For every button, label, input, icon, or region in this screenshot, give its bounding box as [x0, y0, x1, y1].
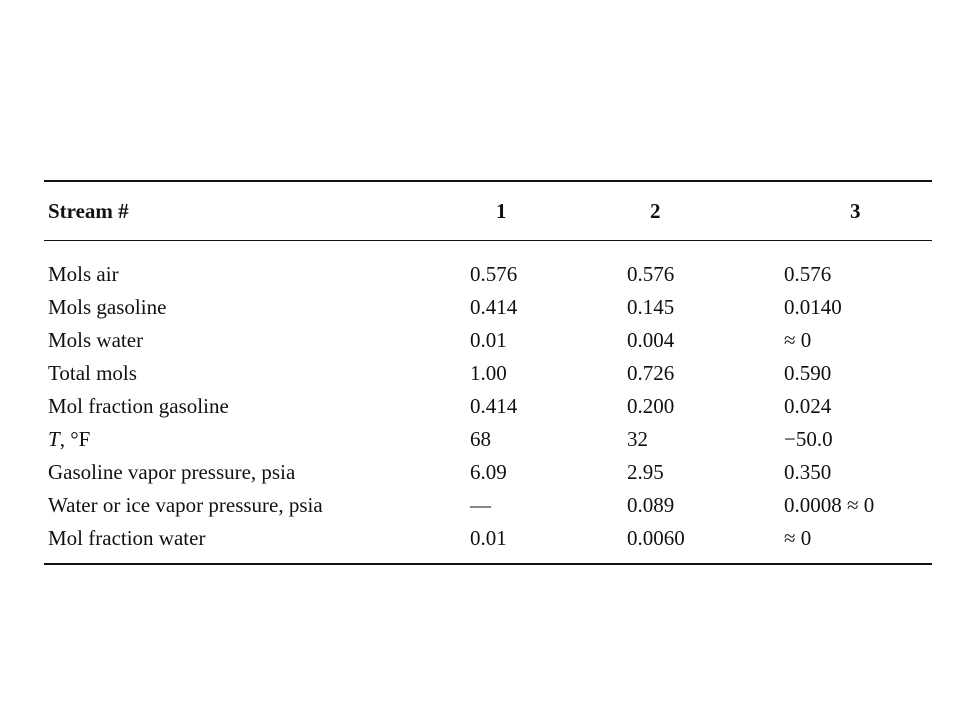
table-row	[44, 456, 932, 489]
table-row	[44, 423, 932, 456]
stream-1-value: 0.01	[470, 328, 507, 352]
table-bottom-rule	[44, 563, 932, 565]
stream-1-value: 1.00	[470, 361, 507, 385]
stream-3-value: 0.024	[784, 394, 832, 418]
header-stream-1: 1	[496, 199, 507, 223]
stream-3-value: 0.350	[784, 460, 832, 484]
stream-3-value: 0.0008 ≈ 0	[784, 493, 875, 517]
stream-2-value: 32	[627, 427, 648, 451]
stream-2-value: 0.726	[627, 361, 675, 385]
header-stream-label: Stream #	[48, 199, 129, 223]
stream-3-value: ≈ 0	[784, 526, 812, 550]
stream-2-value: 0.200	[627, 394, 675, 418]
stream-1-value: —	[470, 493, 491, 517]
row-label: Mols water	[48, 328, 144, 352]
table-row	[44, 390, 932, 423]
stream-2-value: 0.576	[627, 262, 675, 286]
header-stream-3: 3	[850, 199, 861, 223]
row-label: Mol fraction gasoline	[48, 394, 229, 418]
stream-1-value: 0.01	[470, 526, 507, 550]
table-row	[44, 489, 932, 522]
stream-1-value: 0.414	[470, 394, 518, 418]
table-row	[44, 258, 932, 291]
row-label: Water or ice vapor pressure, psia	[48, 493, 323, 517]
stream-2-value: 0.089	[627, 493, 675, 517]
temperature-symbol: T	[48, 427, 60, 451]
stream-3-value: −50.0	[784, 427, 833, 451]
stream-3-value: 0.0140	[784, 295, 842, 319]
stream-3-value: ≈ 0	[784, 328, 812, 352]
row-label: T, °F	[48, 427, 91, 451]
stream-1-value: 0.576	[470, 262, 518, 286]
stream-1-value: 6.09	[470, 460, 507, 484]
stream-2-value: 0.0060	[627, 526, 685, 550]
table-row	[44, 357, 932, 390]
stream-2-value: 0.004	[627, 328, 675, 352]
table-row	[44, 324, 932, 357]
table-row	[44, 291, 932, 324]
header-stream-2: 2	[650, 199, 661, 223]
stream-3-value: 0.576	[784, 262, 832, 286]
stream-table	[44, 180, 932, 565]
table-header-row	[44, 182, 932, 240]
table-row	[44, 522, 932, 555]
table-body	[44, 241, 932, 563]
stream-2-value: 0.145	[627, 295, 675, 319]
row-label: Mols air	[48, 262, 119, 286]
row-label: Gasoline vapor pressure, psia	[48, 460, 296, 484]
row-label: Mol fraction water	[48, 526, 206, 550]
row-label: Total mols	[48, 361, 137, 385]
stream-2-value: 2.95	[627, 460, 664, 484]
stream-1-value: 68	[470, 427, 491, 451]
row-label: Mols gasoline	[48, 295, 167, 319]
stream-1-value: 0.414	[470, 295, 518, 319]
stream-3-value: 0.590	[784, 361, 832, 385]
